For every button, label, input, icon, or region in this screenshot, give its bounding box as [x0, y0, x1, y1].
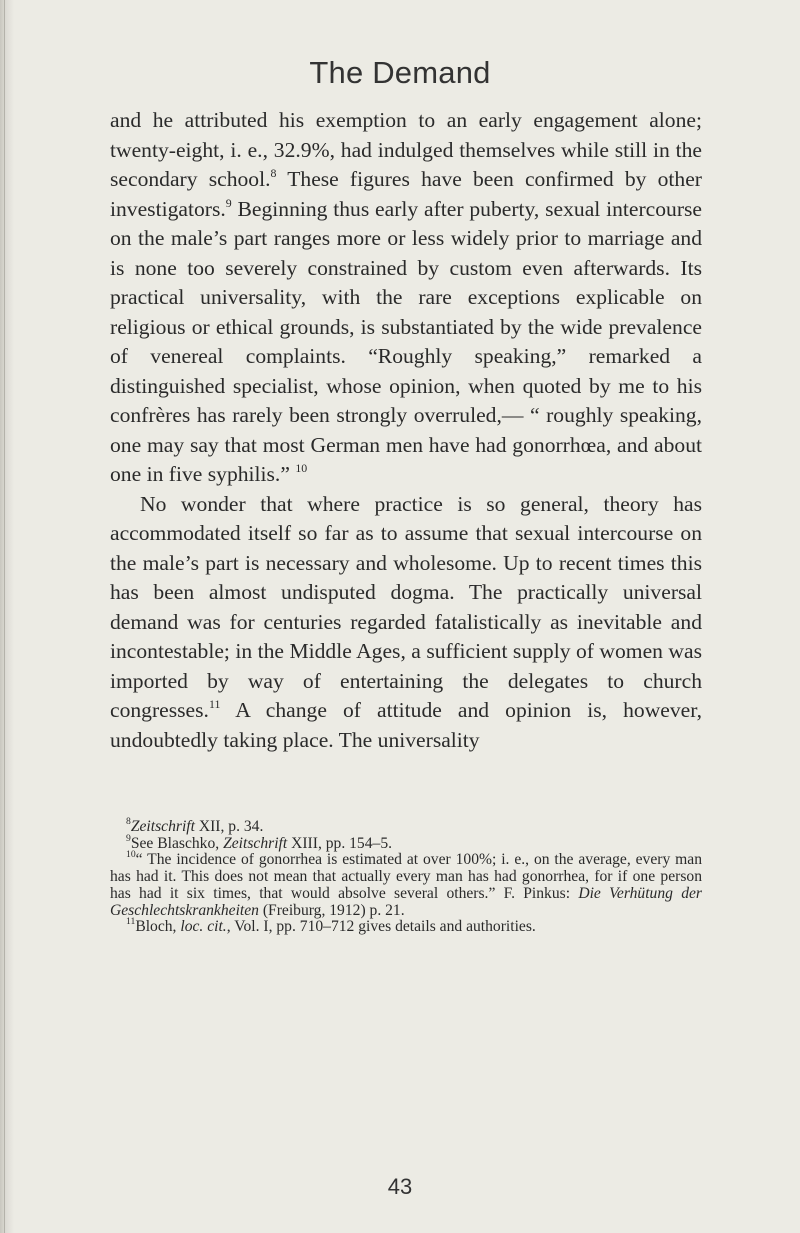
note-ref-8: 8	[270, 166, 277, 181]
footnote-9-text: XIII, pp. 154–5.	[287, 834, 393, 852]
paragraph-2	[110, 490, 702, 756]
note-ref-11: 11	[208, 697, 221, 712]
footnote-8-title: Zeitschrift	[130, 818, 195, 835]
footnote-9-number: 9	[126, 832, 131, 844]
footnote-11-number: 11	[126, 915, 136, 927]
footnote-9	[110, 832, 702, 853]
footnote-11-pre: Bloch,	[135, 918, 181, 936]
footnote-9-pre: See Blaschko,	[130, 834, 224, 852]
footnote-11-title: loc. cit.	[180, 918, 227, 936]
paragraph-1	[110, 106, 702, 490]
footnote-8	[110, 815, 702, 836]
page-number: 43	[387, 1174, 413, 1199]
page-edge	[0, 0, 14, 1233]
running-head: The Demand	[309, 55, 491, 90]
footnote-8-number: 8	[126, 815, 131, 827]
footnote-10-text-2: (Freiburg, 1912) p. 21.	[258, 901, 405, 919]
footnote-9-title: Zeitschrift	[223, 834, 288, 852]
note-ref-10: 10	[295, 461, 308, 476]
p2-text-1: No wonder that where practice is so general, theory has accommodated itself so far as to assume that sexual intercourse on the male’s part is necessary and wholesome. Up to recent times this has been almost undisputed dogma. The practically universal demand was for centuries regarded fatalistically as inevitable and incontestable; in the Middle Ages, a sufficient supply of women was imported by way of entertaining the delegates to church congresses.	[110, 491, 702, 722]
note-ref-9: 9	[225, 195, 232, 210]
p1-text-1: and he attributed his exemption to an early engagement alone; twenty-eight, i. e., 32.9%, had indulged themselves while still in the secondary school.	[110, 108, 702, 191]
footnote-10-title: Die Verhütung der Geschlechtskrankheiten	[110, 884, 702, 919]
p1-text-3: Beginning thus early after puberty, sexual intercourse on the male’s part ranges more or less widely prior to marriage and is none too severely constrained by custom even afterwards. Its practical universality, with the rare exceptions explicable on religious or ethical grounds, is substantiated by the wide prevalence of venereal complaints. “Roughly speaking,” remarked a distinguished specialist, whose opinion, when quoted by me to his confrères has rarely been strongly overruled,— “ roughly speaking, one may say that most German men have had gonorrhœa, and about one in five syphilis.”	[110, 196, 702, 486]
footnote-11	[110, 915, 702, 936]
p1-text-2: These figures have been confirmed by other investigators.	[110, 167, 702, 221]
footnote-10-text: “ The incidence of gonorrhea is estimated at over 100%; i. e., on the average, every man has had it. This does not mean that actually every man has had gonorrhea, for if one person has had it six times, that would absolve several others.” F. Pinkus:	[110, 851, 702, 902]
footnote-10	[110, 849, 702, 919]
footnotes	[110, 815, 702, 936]
footnote-10-number: 10	[126, 849, 136, 861]
footnote-11-text: , Vol. I, pp. 710–712 gives details and authorities.	[226, 918, 536, 936]
body-text	[110, 106, 702, 755]
p2-text-2: A change of attitude and opinion is, however, undoubtedly taking place. The universality	[110, 698, 702, 752]
footnote-8-text: XII, p. 34.	[194, 818, 264, 835]
